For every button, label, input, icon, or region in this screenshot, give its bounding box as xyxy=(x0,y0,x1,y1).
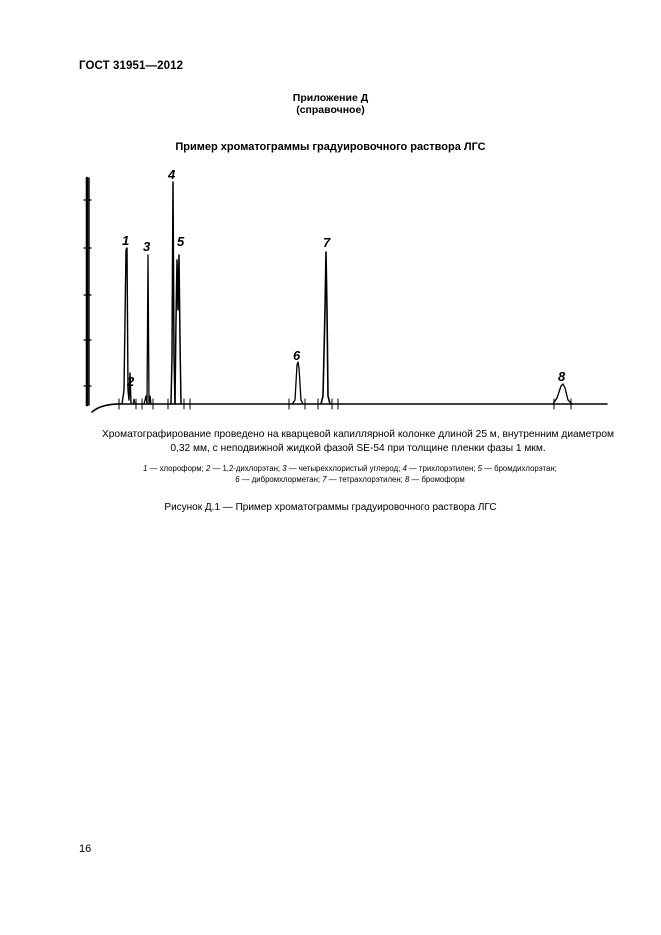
solvent-front xyxy=(84,178,91,405)
baseline xyxy=(92,404,607,412)
peak-legend xyxy=(70,463,630,485)
peak-6 xyxy=(292,362,303,404)
peak-label-4: 4 xyxy=(168,167,176,182)
legend-num: 1 xyxy=(143,464,148,473)
legend-line-1 xyxy=(70,463,630,474)
legend-name: — 1,2-дихлорэтан; xyxy=(210,464,283,473)
peak-label-7: 7 xyxy=(323,235,331,250)
peak-4 xyxy=(171,182,175,404)
page-number: 16 xyxy=(79,843,92,855)
legend-name: — бромоформ xyxy=(409,475,465,484)
appendix-subtitle: (справочное) xyxy=(296,104,365,116)
peak-7 xyxy=(321,252,330,404)
figure-caption: Рисунок Д.1 — Пример хроматограммы градуировочного раствора ЛГС xyxy=(164,502,497,513)
chromatography-note xyxy=(78,428,638,456)
legend-name: — четыреххлористый углерод; xyxy=(286,464,403,473)
legend-name: — дибромхлорметан; xyxy=(239,475,323,484)
legend-name: — трихлорэтилен; xyxy=(406,464,478,473)
legend-num: 7 xyxy=(322,475,327,484)
peak-label-6: 6 xyxy=(293,348,301,363)
peak-5 xyxy=(175,255,181,404)
peak-8 xyxy=(553,384,572,404)
figure-heading: Пример хроматограммы градуировочного раствора ЛГС xyxy=(175,141,486,153)
note-line-2: 0,32 мм, с неподвижной жидкой фазой SE-54 при толщине пленки фазы 1 мкм. xyxy=(170,443,546,454)
document-code: ГОСТ 31951—2012 xyxy=(79,60,184,72)
legend-line-2 xyxy=(70,474,630,485)
appendix-title: Приложение Д xyxy=(292,92,369,104)
peak-label-8: 8 xyxy=(558,369,566,384)
chromatogram xyxy=(70,160,615,420)
legend-name: — хлороформ; xyxy=(147,464,206,473)
peak-3 xyxy=(144,255,151,404)
legend-num: 2 xyxy=(205,464,211,473)
legend-num: 4 xyxy=(402,464,407,473)
legend-num: 6 xyxy=(235,475,240,484)
note-line-1: Хроматографирование проведено на кварцевой капиллярной колонке длиной 25 м, внутренним диаметром xyxy=(101,429,615,440)
peak-label-1: 1 xyxy=(122,233,130,248)
legend-num: 3 xyxy=(282,464,287,473)
legend-name: — бромдихлорэтан; xyxy=(482,464,557,473)
legend-num: 5 xyxy=(477,464,482,473)
legend-num: 8 xyxy=(404,475,410,484)
peak-label-3: 3 xyxy=(143,239,151,254)
peak-label-2: 2 xyxy=(127,374,135,389)
peak-label-5: 5 xyxy=(177,234,185,249)
legend-name: — тетрахлорэтилен; xyxy=(326,475,405,484)
